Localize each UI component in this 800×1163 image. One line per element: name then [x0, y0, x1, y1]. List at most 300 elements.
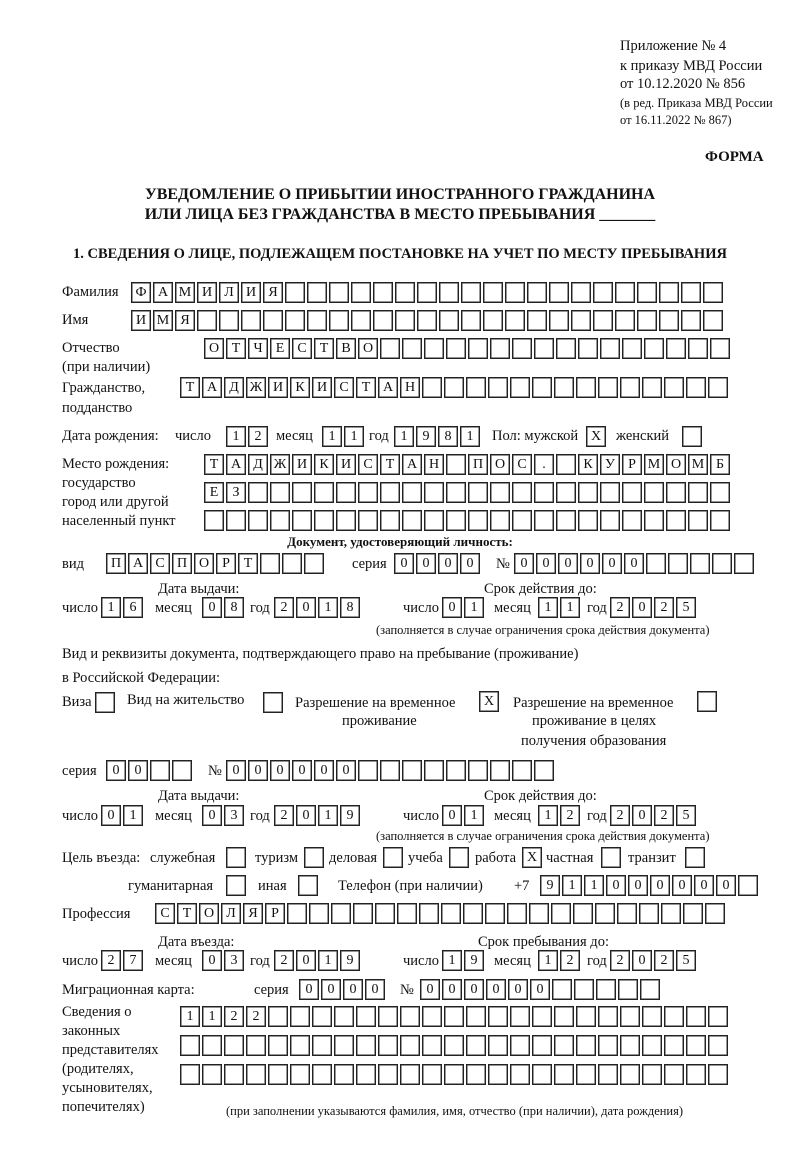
form-cell[interactable]: [395, 310, 415, 331]
form-cell[interactable]: 1: [318, 597, 338, 618]
form-cell[interactable]: [331, 903, 351, 924]
form-cell[interactable]: [664, 377, 684, 398]
form-cell[interactable]: О: [666, 454, 686, 475]
form-cell[interactable]: И: [312, 377, 332, 398]
representatives-field-1[interactable]: [180, 1006, 728, 1027]
form-cell[interactable]: [219, 310, 239, 331]
form-cell[interactable]: [598, 377, 618, 398]
form-cell[interactable]: 0: [292, 760, 312, 781]
form-cell[interactable]: [378, 1064, 398, 1085]
patronymic-field[interactable]: [204, 338, 730, 359]
form-cell[interactable]: 5: [676, 950, 696, 971]
form-cell[interactable]: [383, 847, 403, 868]
stay-number-field[interactable]: [226, 760, 554, 781]
form-cell[interactable]: [510, 1006, 530, 1027]
form-cell[interactable]: Ж: [270, 454, 290, 475]
stay-day-field[interactable]: [442, 950, 484, 971]
form-cell[interactable]: [598, 1035, 618, 1056]
form-cell[interactable]: П: [172, 553, 192, 574]
form-cell[interactable]: 0: [106, 760, 126, 781]
birth-day-field[interactable]: [226, 426, 268, 447]
form-cell[interactable]: Е: [204, 482, 224, 503]
form-cell[interactable]: [703, 282, 723, 303]
form-cell[interactable]: [400, 1035, 420, 1056]
form-cell[interactable]: [642, 1006, 662, 1027]
stay-issue-year-field[interactable]: [274, 805, 360, 826]
form-cell[interactable]: 5: [676, 805, 696, 826]
form-cell[interactable]: И: [336, 454, 356, 475]
form-cell[interactable]: [329, 310, 349, 331]
form-cell[interactable]: [644, 338, 664, 359]
form-cell[interactable]: 2: [560, 805, 580, 826]
form-cell[interactable]: [576, 1064, 596, 1085]
form-cell[interactable]: [375, 903, 395, 924]
form-cell[interactable]: [419, 903, 439, 924]
form-cell[interactable]: 0: [632, 950, 652, 971]
form-cell[interactable]: [304, 553, 324, 574]
form-cell[interactable]: [659, 310, 679, 331]
form-cell[interactable]: [576, 1006, 596, 1027]
form-cell[interactable]: 2: [654, 597, 674, 618]
form-cell[interactable]: 1: [464, 597, 484, 618]
form-cell[interactable]: [95, 692, 115, 713]
form-cell[interactable]: [681, 282, 701, 303]
form-cell[interactable]: 0: [580, 553, 600, 574]
form-cell[interactable]: 0: [226, 760, 246, 781]
form-cell[interactable]: 0: [128, 760, 148, 781]
form-cell[interactable]: [554, 377, 574, 398]
form-cell[interactable]: [424, 760, 444, 781]
form-cell[interactable]: [554, 1064, 574, 1085]
form-cell[interactable]: [637, 282, 657, 303]
form-cell[interactable]: [688, 482, 708, 503]
form-cell[interactable]: [681, 310, 701, 331]
stay-valid-month-field[interactable]: [538, 805, 580, 826]
form-cell[interactable]: 8: [224, 597, 244, 618]
form-cell[interactable]: [507, 903, 527, 924]
form-cell[interactable]: .: [534, 454, 554, 475]
form-cell[interactable]: [578, 338, 598, 359]
form-cell[interactable]: [380, 482, 400, 503]
form-cell[interactable]: [642, 377, 662, 398]
form-cell[interactable]: [463, 903, 483, 924]
form-cell[interactable]: 0: [442, 597, 462, 618]
form-cell[interactable]: А: [226, 454, 246, 475]
form-cell[interactable]: [358, 510, 378, 531]
form-cell[interactable]: [290, 1035, 310, 1056]
form-cell[interactable]: [292, 482, 312, 503]
form-cell[interactable]: 0: [602, 553, 622, 574]
form-cell[interactable]: 0: [486, 979, 506, 1000]
form-cell[interactable]: [598, 1006, 618, 1027]
form-cell[interactable]: 0: [460, 553, 480, 574]
form-cell[interactable]: Л: [221, 903, 241, 924]
form-cell[interactable]: [490, 338, 510, 359]
form-cell[interactable]: 0: [420, 979, 440, 1000]
form-cell[interactable]: [402, 482, 422, 503]
form-cell[interactable]: 0: [101, 805, 121, 826]
visa-checkbox[interactable]: [95, 692, 115, 713]
form-cell[interactable]: [527, 310, 547, 331]
form-cell[interactable]: [468, 760, 488, 781]
form-cell[interactable]: [710, 338, 730, 359]
form-cell[interactable]: [424, 510, 444, 531]
form-cell[interactable]: 7: [123, 950, 143, 971]
form-cell[interactable]: [532, 1064, 552, 1085]
form-cell[interactable]: [688, 510, 708, 531]
form-cell[interactable]: 0: [321, 979, 341, 1000]
form-cell[interactable]: [226, 847, 246, 868]
form-cell[interactable]: А: [378, 377, 398, 398]
form-cell[interactable]: [395, 282, 415, 303]
form-cell[interactable]: 1: [562, 875, 582, 896]
form-cell[interactable]: [578, 482, 598, 503]
form-cell[interactable]: [598, 1064, 618, 1085]
form-cell[interactable]: [466, 1035, 486, 1056]
form-cell[interactable]: [248, 510, 268, 531]
form-cell[interactable]: Р: [622, 454, 642, 475]
form-cell[interactable]: [620, 1035, 640, 1056]
form-cell[interactable]: [334, 1006, 354, 1027]
form-cell[interactable]: А: [202, 377, 222, 398]
form-cell[interactable]: К: [578, 454, 598, 475]
form-cell[interactable]: [532, 1035, 552, 1056]
form-cell[interactable]: 1: [344, 426, 364, 447]
form-cell[interactable]: [576, 377, 596, 398]
form-cell[interactable]: 0: [343, 979, 363, 1000]
form-cell[interactable]: [622, 510, 642, 531]
form-cell[interactable]: [644, 510, 664, 531]
form-cell[interactable]: 0: [202, 597, 222, 618]
form-cell[interactable]: [600, 510, 620, 531]
form-cell[interactable]: [312, 1064, 332, 1085]
form-cell[interactable]: [197, 310, 217, 331]
form-cell[interactable]: С: [334, 377, 354, 398]
form-cell[interactable]: [556, 510, 576, 531]
form-cell[interactable]: [551, 903, 571, 924]
issue-month-field[interactable]: [202, 597, 244, 618]
form-cell[interactable]: 8: [438, 426, 458, 447]
form-cell[interactable]: [202, 1035, 222, 1056]
form-cell[interactable]: [532, 377, 552, 398]
form-cell[interactable]: [226, 875, 246, 896]
form-cell[interactable]: [710, 510, 730, 531]
form-cell[interactable]: [642, 1064, 662, 1085]
form-cell[interactable]: [304, 847, 324, 868]
form-cell[interactable]: [708, 1035, 728, 1056]
form-cell[interactable]: [642, 1035, 662, 1056]
form-cell[interactable]: [446, 338, 466, 359]
form-cell[interactable]: [490, 482, 510, 503]
form-cell[interactable]: 0: [628, 875, 648, 896]
form-cell[interactable]: [307, 310, 327, 331]
form-cell[interactable]: 2: [101, 950, 121, 971]
form-cell[interactable]: [241, 310, 261, 331]
form-cell[interactable]: X: [479, 691, 499, 712]
form-cell[interactable]: [260, 553, 280, 574]
stay-issue-month-field[interactable]: [202, 805, 244, 826]
form-cell[interactable]: 2: [610, 950, 630, 971]
form-cell[interactable]: [527, 282, 547, 303]
form-cell[interactable]: С: [150, 553, 170, 574]
form-cell[interactable]: 0: [672, 875, 692, 896]
purpose-business-checkbox[interactable]: [383, 847, 403, 868]
form-cell[interactable]: [512, 510, 532, 531]
form-cell[interactable]: [246, 1035, 266, 1056]
form-cell[interactable]: [734, 553, 754, 574]
trp-checkbox[interactable]: [479, 691, 499, 712]
form-cell[interactable]: 0: [694, 875, 714, 896]
form-cell[interactable]: [505, 282, 525, 303]
form-cell[interactable]: 1: [560, 597, 580, 618]
form-cell[interactable]: [617, 903, 637, 924]
form-cell[interactable]: [446, 510, 466, 531]
form-cell[interactable]: [712, 553, 732, 574]
form-cell[interactable]: П: [106, 553, 126, 574]
form-cell[interactable]: [422, 377, 442, 398]
form-cell[interactable]: 2: [654, 805, 674, 826]
form-cell[interactable]: [512, 338, 532, 359]
doc-number-field[interactable]: [514, 553, 754, 574]
form-cell[interactable]: 0: [314, 760, 334, 781]
form-cell[interactable]: [351, 282, 371, 303]
form-cell[interactable]: [150, 760, 170, 781]
form-cell[interactable]: [686, 1064, 706, 1085]
form-cell[interactable]: Е: [270, 338, 290, 359]
form-cell[interactable]: И: [268, 377, 288, 398]
form-cell[interactable]: [270, 482, 290, 503]
form-cell[interactable]: [620, 1006, 640, 1027]
form-cell[interactable]: 1: [538, 597, 558, 618]
form-cell[interactable]: 9: [340, 950, 360, 971]
form-cell[interactable]: 0: [299, 979, 319, 1000]
purpose-transit-checkbox[interactable]: [685, 847, 705, 868]
valid-month-field[interactable]: [538, 597, 580, 618]
sex-female-checkbox[interactable]: [682, 426, 702, 447]
form-cell[interactable]: [708, 377, 728, 398]
form-cell[interactable]: Д: [224, 377, 244, 398]
form-cell[interactable]: Т: [180, 377, 200, 398]
form-cell[interactable]: [640, 979, 660, 1000]
form-cell[interactable]: [529, 903, 549, 924]
form-cell[interactable]: X: [522, 847, 542, 868]
form-cell[interactable]: К: [290, 377, 310, 398]
form-cell[interactable]: [312, 1006, 332, 1027]
form-cell[interactable]: [226, 510, 246, 531]
form-cell[interactable]: [180, 1035, 200, 1056]
form-cell[interactable]: 0: [438, 553, 458, 574]
form-cell[interactable]: [449, 847, 469, 868]
form-cell[interactable]: [512, 482, 532, 503]
form-cell[interactable]: [488, 1035, 508, 1056]
valid-day-field[interactable]: [442, 597, 484, 618]
form-cell[interactable]: [705, 903, 725, 924]
form-cell[interactable]: [710, 482, 730, 503]
form-cell[interactable]: 2: [274, 805, 294, 826]
form-cell[interactable]: 0: [632, 805, 652, 826]
form-cell[interactable]: [615, 310, 635, 331]
form-cell[interactable]: [661, 903, 681, 924]
form-cell[interactable]: [314, 510, 334, 531]
form-cell[interactable]: [287, 903, 307, 924]
form-cell[interactable]: [664, 1006, 684, 1027]
profession-field[interactable]: [155, 903, 725, 924]
doc-series-field[interactable]: [394, 553, 480, 574]
stay-month-field[interactable]: [538, 950, 580, 971]
form-cell[interactable]: [703, 310, 723, 331]
sex-male-checkbox[interactable]: [586, 426, 606, 447]
form-cell[interactable]: Я: [175, 310, 195, 331]
form-cell[interactable]: [593, 282, 613, 303]
form-cell[interactable]: [683, 903, 703, 924]
form-cell[interactable]: [686, 1006, 706, 1027]
form-cell[interactable]: 0: [416, 553, 436, 574]
form-cell[interactable]: [666, 510, 686, 531]
stay-valid-day-field[interactable]: [442, 805, 484, 826]
name-field[interactable]: [131, 310, 723, 331]
form-cell[interactable]: [686, 377, 706, 398]
form-cell[interactable]: Т: [226, 338, 246, 359]
form-cell[interactable]: [622, 338, 642, 359]
form-cell[interactable]: [571, 282, 591, 303]
entry-day-field[interactable]: [101, 950, 143, 971]
form-cell[interactable]: 1: [123, 805, 143, 826]
form-cell[interactable]: [646, 553, 666, 574]
form-cell[interactable]: 0: [394, 553, 414, 574]
form-cell[interactable]: [468, 510, 488, 531]
form-cell[interactable]: [549, 282, 569, 303]
form-cell[interactable]: [595, 903, 615, 924]
form-cell[interactable]: [439, 282, 459, 303]
form-cell[interactable]: 1: [318, 805, 338, 826]
form-cell[interactable]: [446, 760, 466, 781]
form-cell[interactable]: [356, 1035, 376, 1056]
form-cell[interactable]: [202, 1064, 222, 1085]
form-cell[interactable]: 2: [610, 597, 630, 618]
form-cell[interactable]: М: [688, 454, 708, 475]
form-cell[interactable]: И: [131, 310, 151, 331]
form-cell[interactable]: [441, 903, 461, 924]
form-cell[interactable]: О: [358, 338, 378, 359]
form-cell[interactable]: [424, 482, 444, 503]
form-cell[interactable]: [282, 553, 302, 574]
form-cell[interactable]: [552, 979, 572, 1000]
form-cell[interactable]: [402, 338, 422, 359]
form-cell[interactable]: Ф: [131, 282, 151, 303]
stay-issue-day-field[interactable]: [101, 805, 143, 826]
form-cell[interactable]: [534, 338, 554, 359]
form-cell[interactable]: Т: [380, 454, 400, 475]
form-cell[interactable]: [618, 979, 638, 1000]
form-cell[interactable]: [336, 482, 356, 503]
form-cell[interactable]: 3: [224, 805, 244, 826]
form-cell[interactable]: [534, 760, 554, 781]
form-cell[interactable]: Т: [177, 903, 197, 924]
form-cell[interactable]: [622, 482, 642, 503]
form-cell[interactable]: С: [358, 454, 378, 475]
form-cell[interactable]: А: [153, 282, 173, 303]
entry-month-field[interactable]: [202, 950, 244, 971]
form-cell[interactable]: 0: [442, 805, 462, 826]
form-cell[interactable]: [307, 282, 327, 303]
form-cell[interactable]: 2: [560, 950, 580, 971]
form-cell[interactable]: [358, 760, 378, 781]
form-cell[interactable]: [268, 1006, 288, 1027]
form-cell[interactable]: [576, 1035, 596, 1056]
form-cell[interactable]: [334, 1064, 354, 1085]
form-cell[interactable]: [466, 377, 486, 398]
form-cell[interactable]: 0: [508, 979, 528, 1000]
form-cell[interactable]: [682, 426, 702, 447]
form-cell[interactable]: [422, 1006, 442, 1027]
form-cell[interactable]: [488, 377, 508, 398]
form-cell[interactable]: 0: [716, 875, 736, 896]
form-cell[interactable]: [532, 1006, 552, 1027]
form-cell[interactable]: 1: [394, 426, 414, 447]
form-cell[interactable]: 2: [224, 1006, 244, 1027]
form-cell[interactable]: [446, 454, 466, 475]
form-cell[interactable]: [444, 1006, 464, 1027]
stay-valid-year-field[interactable]: [610, 805, 696, 826]
form-cell[interactable]: [422, 1035, 442, 1056]
form-cell[interactable]: А: [402, 454, 422, 475]
form-cell[interactable]: А: [128, 553, 148, 574]
form-cell[interactable]: О: [194, 553, 214, 574]
form-cell[interactable]: 1: [464, 805, 484, 826]
form-cell[interactable]: [285, 310, 305, 331]
form-cell[interactable]: З: [226, 482, 246, 503]
form-cell[interactable]: [373, 282, 393, 303]
form-cell[interactable]: 1: [442, 950, 462, 971]
form-cell[interactable]: [510, 1064, 530, 1085]
form-cell[interactable]: [444, 1064, 464, 1085]
form-cell[interactable]: [378, 1006, 398, 1027]
issue-day-field[interactable]: [101, 597, 143, 618]
form-cell[interactable]: [461, 282, 481, 303]
form-cell[interactable]: М: [153, 310, 173, 331]
form-cell[interactable]: [373, 310, 393, 331]
form-cell[interactable]: [358, 482, 378, 503]
form-cell[interactable]: [224, 1064, 244, 1085]
form-cell[interactable]: [490, 510, 510, 531]
form-cell[interactable]: [417, 310, 437, 331]
issue-year-field[interactable]: [274, 597, 360, 618]
form-cell[interactable]: [246, 1064, 266, 1085]
form-cell[interactable]: [312, 1035, 332, 1056]
form-cell[interactable]: С: [292, 338, 312, 359]
form-cell[interactable]: [512, 760, 532, 781]
form-cell[interactable]: О: [199, 903, 219, 924]
phone-field[interactable]: [540, 875, 758, 896]
form-cell[interactable]: 0: [296, 597, 316, 618]
form-cell[interactable]: Т: [314, 338, 334, 359]
form-cell[interactable]: [483, 310, 503, 331]
form-cell[interactable]: М: [175, 282, 195, 303]
form-cell[interactable]: [248, 482, 268, 503]
form-cell[interactable]: 3: [224, 950, 244, 971]
form-cell[interactable]: [596, 979, 616, 1000]
form-cell[interactable]: [380, 510, 400, 531]
form-cell[interactable]: 1: [538, 805, 558, 826]
form-cell[interactable]: К: [314, 454, 334, 475]
purpose-tourism-checkbox[interactable]: [304, 847, 324, 868]
form-cell[interactable]: [549, 310, 569, 331]
form-cell[interactable]: [380, 760, 400, 781]
form-cell[interactable]: Ч: [248, 338, 268, 359]
form-cell[interactable]: [356, 1006, 376, 1027]
form-cell[interactable]: И: [292, 454, 312, 475]
form-cell[interactable]: Д: [248, 454, 268, 475]
